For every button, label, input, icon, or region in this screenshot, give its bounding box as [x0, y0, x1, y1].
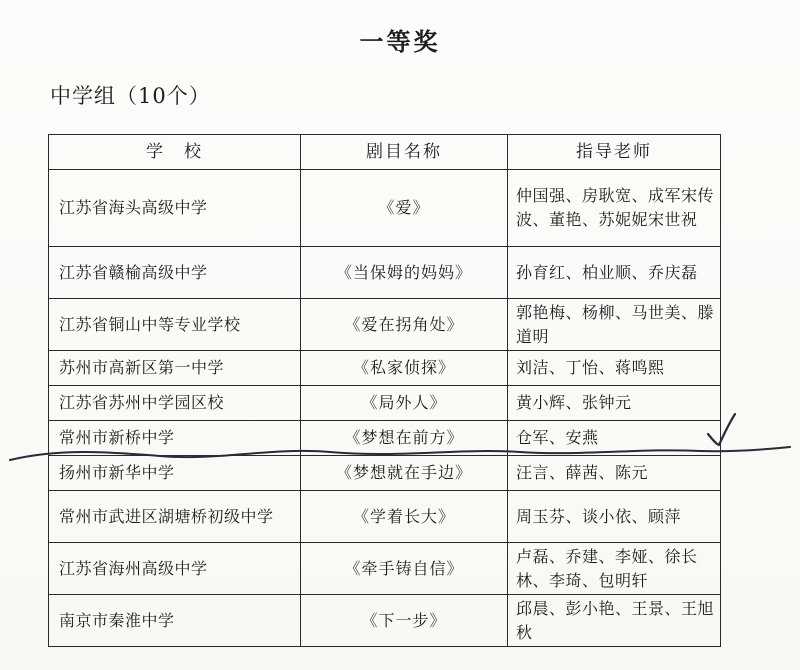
table-row	[49, 170, 721, 247]
school-cell: 常州市新桥中学	[49, 421, 301, 456]
school-cell: 江苏省海州高级中学	[49, 543, 301, 595]
play-cell: 《私家侦探》	[301, 351, 508, 386]
play-cell: 《当保姆的妈妈》	[301, 247, 508, 299]
table-row	[49, 351, 721, 386]
page-title: 一等奖	[359, 27, 441, 56]
teacher-cell: 刘洁、丁怡、蒋鸣熙	[508, 351, 721, 386]
play-cell: 《局外人》	[301, 386, 508, 421]
teacher-cell: 卢磊、乔建、李娅、徐长林、李琦、包明轩	[508, 543, 721, 595]
teacher-cell: 周玉芬、谈小依、顾萍	[508, 491, 721, 543]
school-cell: 江苏省苏州中学园区校	[49, 386, 301, 421]
table-row	[49, 595, 721, 647]
teacher-cell: 孙育红、柏业顺、乔庆磊	[508, 247, 721, 299]
teacher-cell: 邱晨、彭小艳、王景、王旭秋	[508, 595, 721, 647]
play-cell: 《下一步》	[301, 595, 508, 647]
table-row	[49, 543, 721, 595]
header-school: 学 校	[49, 135, 301, 170]
award-table	[48, 134, 721, 647]
table-row	[49, 386, 721, 421]
teacher-cell: 仲国强、房耿宽、成军宋传波、董艳、苏妮妮宋世祝	[508, 170, 721, 247]
school-cell: 江苏省海头高级中学	[49, 170, 301, 247]
teacher-cell: 郭艳梅、杨柳、马世美、滕道明	[508, 299, 721, 351]
teacher-cell: 汪言、薛茜、陈元	[508, 456, 721, 491]
teacher-cell: 仓军、安燕	[508, 421, 721, 456]
play-cell: 《爱在拐角处》	[301, 299, 508, 351]
table-row	[49, 421, 721, 456]
table-row	[49, 491, 721, 543]
school-cell: 南京市秦淮中学	[49, 595, 301, 647]
header-play: 剧目名称	[301, 135, 508, 170]
play-cell: 《学着长大》	[301, 491, 508, 543]
table-row	[49, 299, 721, 351]
play-cell: 《梦想在前方》	[301, 421, 508, 456]
play-cell: 《梦想就在手边》	[301, 456, 508, 491]
school-cell: 常州市武进区湖塘桥初级中学	[49, 491, 301, 543]
table-row	[49, 247, 721, 299]
header-teacher: 指导老师	[508, 135, 721, 170]
school-cell: 苏州市高新区第一中学	[49, 351, 301, 386]
play-cell: 《爱》	[301, 170, 508, 247]
school-cell: 江苏省铜山中等专业学校	[49, 299, 301, 351]
play-cell: 《牵手铸自信》	[301, 543, 508, 595]
school-cell: 扬州市新华中学	[49, 456, 301, 491]
group-heading: 中学组（10个）	[50, 84, 211, 108]
table-header-row	[49, 135, 721, 170]
school-cell: 江苏省赣榆高级中学	[49, 247, 301, 299]
teacher-cell: 黄小辉、张钟元	[508, 386, 721, 421]
table-row	[49, 456, 721, 491]
